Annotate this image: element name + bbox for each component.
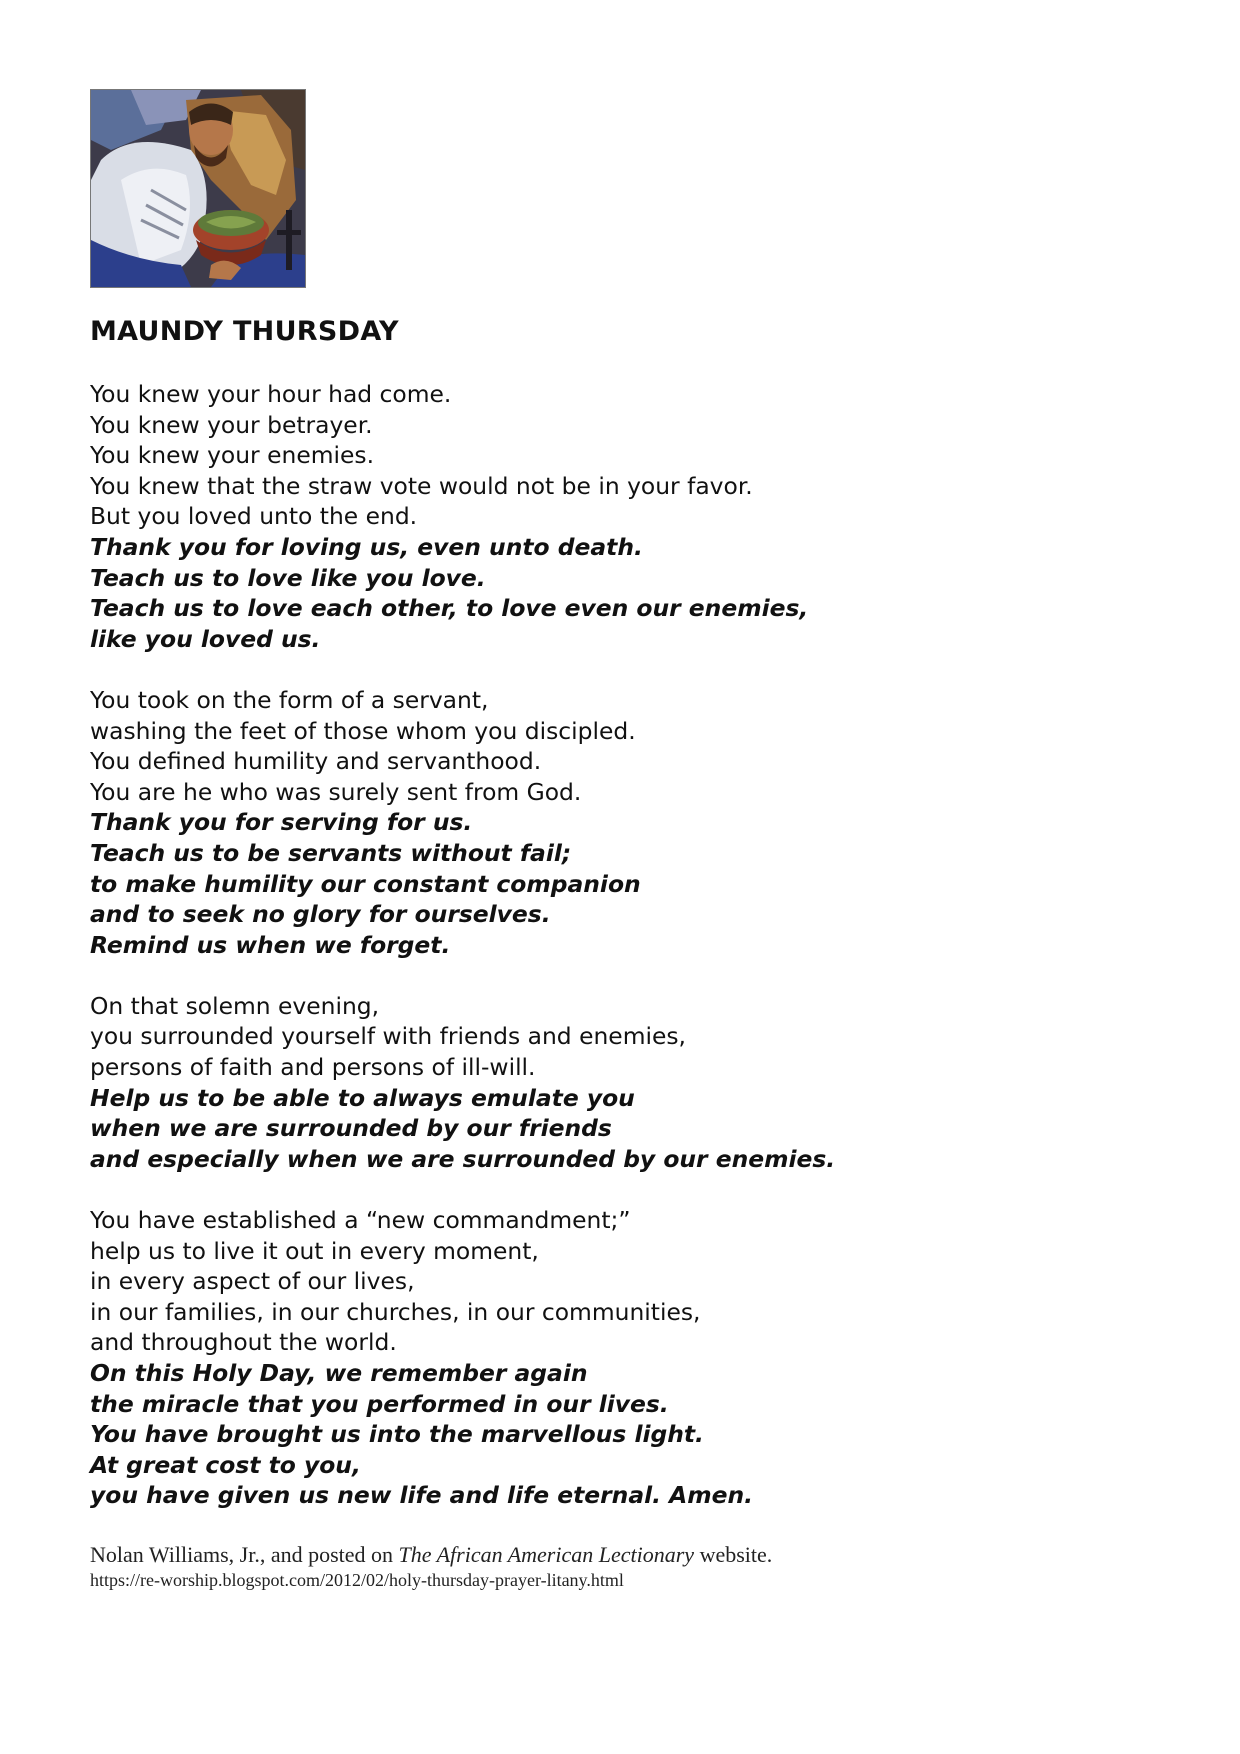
verse-line: you surrounded yourself with friends and enemies, <box>90 1022 686 1051</box>
verse-line: You knew that the straw vote would not be in your favor. <box>90 471 753 500</box>
response-line: You have brought us into the marvellous light. <box>90 1420 704 1449</box>
response-line: Teach us to love like you love. <box>90 563 486 592</box>
stanza <box>90 991 1170 1175</box>
verse-line: and throughout the world. <box>90 1328 397 1357</box>
response-line: the miracle that you performed in our lives. <box>90 1389 669 1418</box>
citation-suffix: website. <box>694 1542 773 1567</box>
response-line: like you loved us. <box>90 624 321 653</box>
response-line: Remind us when we forget. <box>90 930 451 959</box>
stanza-gap <box>90 960 1170 991</box>
verse-line: persons of faith and persons of ill-will. <box>90 1053 536 1082</box>
citation-url: https://re-worship.blogspot.com/2012/02/holy-thursday-prayer-litany.html <box>90 1570 624 1590</box>
verse-line: On that solemn evening, <box>90 991 380 1020</box>
verse-line: You have established a “new commandment;” <box>90 1206 631 1235</box>
verse-line: But you loved unto the end. <box>90 502 418 531</box>
stanza <box>90 685 1170 960</box>
verse-line: You are he who was surely sent from God. <box>90 777 582 806</box>
verse-line: You took on the form of a servant, <box>90 685 489 714</box>
citation-source-title: The African American Lectionary <box>398 1542 695 1567</box>
verse-line: washing the feet of those whom you discipled. <box>90 716 636 745</box>
stanza-gap <box>90 654 1170 685</box>
response-line: Thank you for serving for us. <box>90 808 473 837</box>
citation <box>90 1541 772 1591</box>
citation-credit <box>90 1541 772 1569</box>
response-line: At great cost to you, <box>90 1450 361 1479</box>
response-line: and to seek no glory for ourselves. <box>90 900 551 929</box>
stanza-gap <box>90 1174 1170 1205</box>
response-line: to make humility our constant companion <box>90 869 641 898</box>
verse-line: You knew your hour had come. <box>90 380 452 408</box>
response-line: Help us to be able to always emulate you <box>90 1083 635 1112</box>
response-line: when we are surrounded by our friends <box>90 1114 612 1143</box>
stanza <box>90 1205 1170 1511</box>
verse-line: You knew your enemies. <box>90 441 375 470</box>
response-line: Teach us to be servants without fail; <box>90 838 572 867</box>
response-line: On this Holy Day, we remember again <box>90 1359 588 1387</box>
verse-line: You defined humility and servanthood. <box>90 747 542 776</box>
response-line: you have given us new life and life eternal. Amen. <box>90 1481 754 1510</box>
litany-text <box>90 379 1170 1511</box>
verse-line: You knew your betrayer. <box>90 410 373 439</box>
verse-line: help us to live it out in every moment, <box>90 1236 539 1265</box>
verse-line: in every aspect of our lives, <box>90 1267 415 1296</box>
response-line: Thank you for loving us, even unto death. <box>90 532 643 561</box>
foot-washing-painting <box>90 89 306 288</box>
citation-author: Nolan Williams, Jr., and posted on <box>90 1542 399 1567</box>
page-title: MAUNDY THURSDAY <box>90 316 399 347</box>
response-line: and especially when we are surrounded by our enemies. <box>90 1144 836 1173</box>
response-line: Teach us to love each other, to love even our enemies, <box>90 594 809 623</box>
stanza <box>90 379 1170 654</box>
verse-line: in our families, in our churches, in our communities, <box>90 1297 701 1326</box>
